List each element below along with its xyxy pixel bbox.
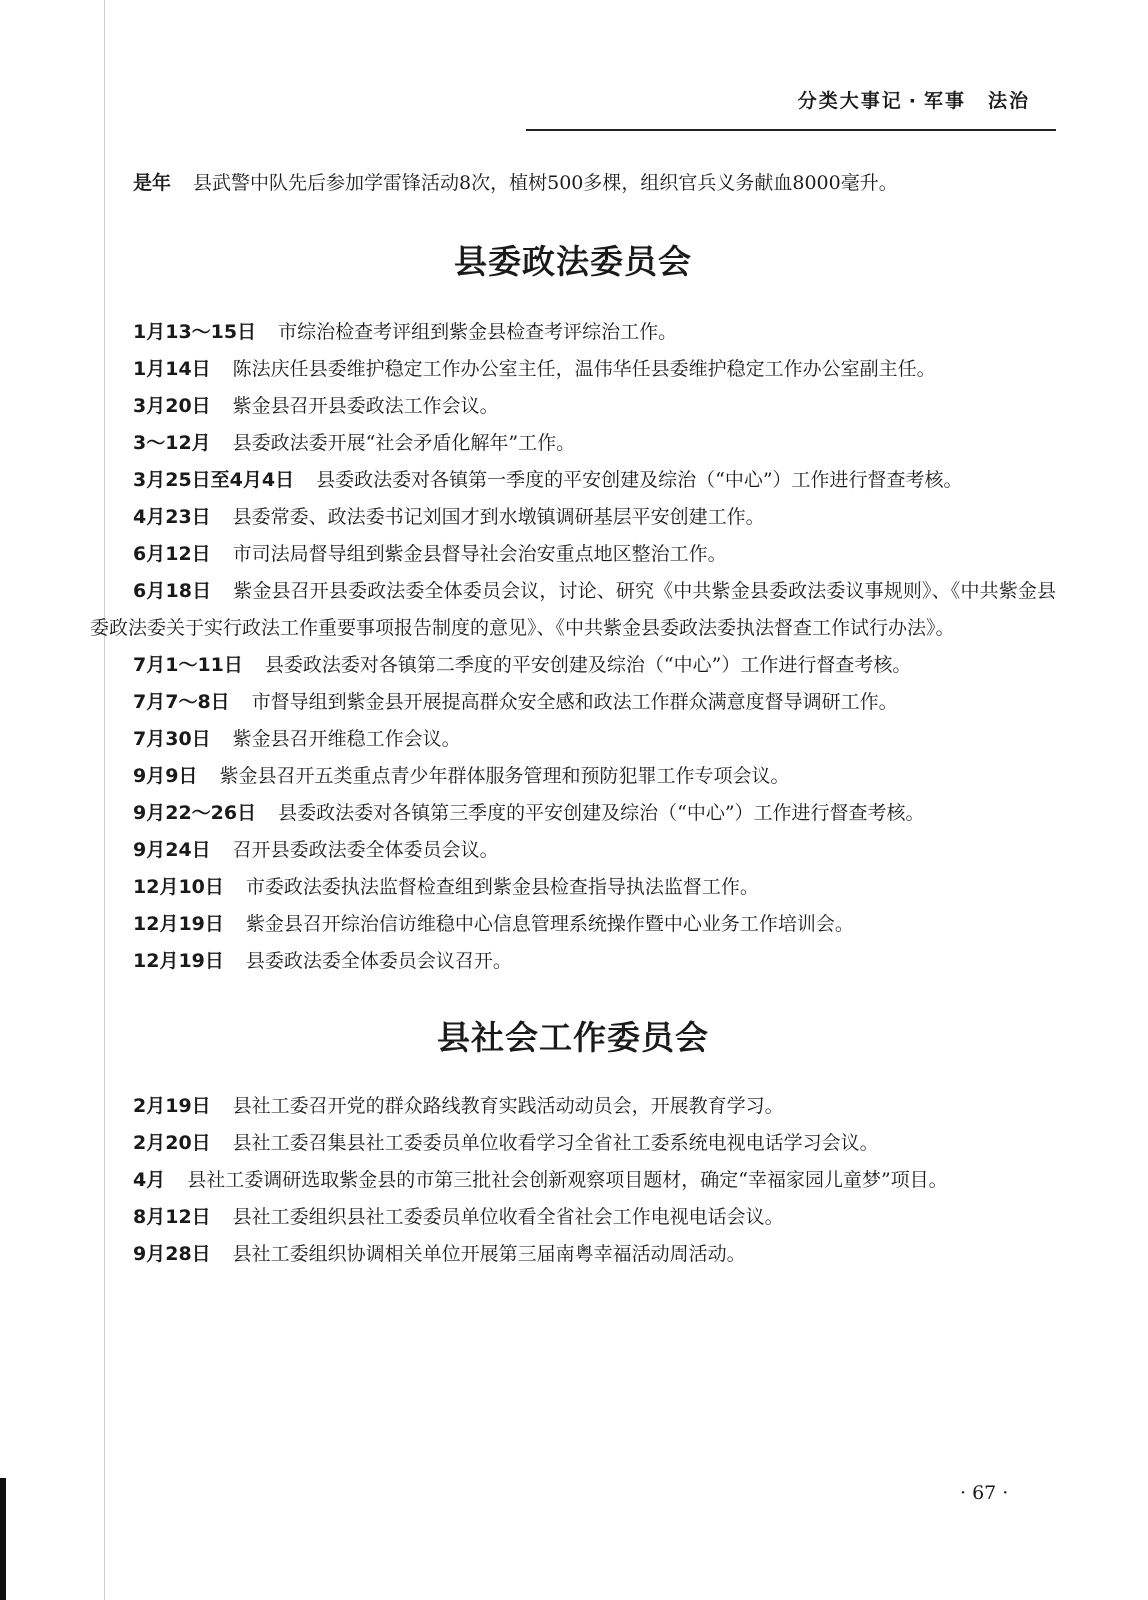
entry-date: 8月12日 <box>133 1206 211 1228</box>
entry-date: 6月12日 <box>133 543 211 565</box>
entry <box>90 1199 1056 1236</box>
entry-text: 县委政法委对各镇第三季度的平安创建及综治（“中心”）工作进行督查考核。 <box>278 802 925 824</box>
entry <box>90 1236 1056 1273</box>
entry-date: 3月25日至4月4日 <box>133 469 295 491</box>
entry <box>90 832 1056 869</box>
section2-entries <box>90 1088 1056 1273</box>
entry <box>90 425 1056 462</box>
entry <box>90 499 1056 536</box>
entry-date: 是年 <box>133 172 172 194</box>
entry <box>90 721 1056 758</box>
entry-date: 1月14日 <box>133 358 211 380</box>
entry-text: 市综治检查考评组到紫金县检查考评综治工作。 <box>278 321 678 343</box>
entry-text: 县委政法委对各镇第二季度的平安创建及综治（“中心”）工作进行督查考核。 <box>264 654 912 676</box>
entry-date: 9月22～26日 <box>133 802 257 824</box>
entry-text: 市委政法委执法监督检查组到紫金县检查指导执法监督工作。 <box>245 876 759 898</box>
entry-text: 县委政法委对各镇第一季度的平安创建及综治（“中心”）工作进行督查考核。 <box>316 469 963 491</box>
entry <box>90 906 1056 943</box>
entry-date: 1月13～15日 <box>133 321 257 343</box>
entry-date: 2月19日 <box>133 1095 211 1117</box>
entry-text: 紫金县召开县委政法委全体委员会议，讨论、研究《中共紫金县委政法委议事规则》、《中共紫金县委政法委关于实行政法工作重要事项报告制度的意见》、《中共紫金县委政法委执法督查工作试行办法》。 <box>90 580 1056 639</box>
entry-date: 6月18日 <box>133 580 212 602</box>
page-body <box>90 165 1056 1273</box>
entry-text: 召开县委政法委全体委员会议。 <box>232 839 499 861</box>
entry <box>90 462 1056 499</box>
page-number: · 67 · <box>960 1482 1009 1504</box>
entry <box>90 1125 1056 1162</box>
entry-date: 9月9日 <box>133 765 198 787</box>
entry-date: 4月 <box>133 1169 166 1191</box>
entry-date: 7月30日 <box>133 728 211 750</box>
entry-date: 7月1～11日 <box>133 654 243 676</box>
entry-date: 7月7～8日 <box>133 691 230 713</box>
intro-entry <box>90 165 1056 202</box>
entry-text: 县社工委组织协调相关单位开展第三届南粤幸福活动周活动。 <box>232 1243 746 1265</box>
entry-date: 2月20日 <box>133 1132 211 1154</box>
entry <box>90 388 1056 425</box>
entry <box>90 536 1056 573</box>
section1-entries <box>90 314 1056 980</box>
entry <box>90 573 1056 647</box>
entry <box>90 758 1056 795</box>
entry <box>90 1088 1056 1125</box>
entry <box>90 869 1056 906</box>
section-title-social-work: 县社会工作委员会 <box>437 1018 709 1057</box>
entry <box>90 351 1056 388</box>
running-head <box>798 86 1030 113</box>
entry-text: 陈法庆任县委维护稳定工作办公室主任，温伟华任县委维护稳定工作办公室副主任。 <box>232 358 936 380</box>
entry-text: 县武警中队先后参加学雷锋活动8次，植树500多棵，组织官兵义务献血8000毫升。 <box>193 172 898 194</box>
entry-date: 4月23日 <box>133 506 211 528</box>
entry-text: 紫金县召开五类重点青少年群体服务管理和预防犯罪工作专项会议。 <box>219 765 790 787</box>
entry-text: 紫金县召开综治信访维稳中心信息管理系统操作暨中心业务工作培训会。 <box>245 913 854 935</box>
entry <box>90 647 1056 684</box>
entry-text: 县社工委召开党的群众路线教育实践活动动员会，开展教育学习。 <box>232 1095 784 1117</box>
entry-text: 县委常委、政法委书记刘国才到水墩镇调研基层平安创建工作。 <box>232 506 765 528</box>
entry-date: 9月24日 <box>133 839 211 861</box>
entry-date: 3月20日 <box>133 395 211 417</box>
entry <box>90 1162 1056 1199</box>
entry <box>90 943 1056 980</box>
scan-edge-mark <box>0 1478 6 1600</box>
entry-text: 市司法局督导组到紫金县督导社会治安重点地区整治工作。 <box>232 543 727 565</box>
entry-text: 县社工委调研选取紫金县的市第三批社会创新观察项目题材，确定“幸福家园儿童梦”项目。 <box>187 1169 948 1191</box>
entry-date: 12月19日 <box>133 913 224 935</box>
running-head-part-b: 军事 <box>923 90 966 112</box>
running-head-part-a: 分类大事记 <box>797 90 903 112</box>
entry-date: 12月10日 <box>133 876 224 898</box>
entry-date: 12月19日 <box>133 950 224 972</box>
running-head-separator: · <box>908 90 918 112</box>
running-head-part-c: 法治 <box>987 90 1030 112</box>
entry-date: 3～12月 <box>133 432 211 454</box>
entry-text: 市督导组到紫金县开展提高群众安全感和政法工作群众满意度督导调研工作。 <box>251 691 898 713</box>
entry-text: 紫金县召开县委政法工作会议。 <box>232 395 499 417</box>
entry-text: 县委政法委全体委员会议召开。 <box>245 950 512 972</box>
entry-text: 紫金县召开维稳工作会议。 <box>232 728 461 750</box>
entry-text: 县社工委召集县社工委委员单位收看学习全省社工委系统电视电话学习会议。 <box>232 1132 879 1154</box>
entry <box>90 684 1056 721</box>
section-title-political-legal: 县委政法委员会 <box>454 242 692 281</box>
entry-text: 县委政法委开展“社会矛盾化解年”工作。 <box>232 432 576 454</box>
entry <box>90 314 1056 351</box>
header-rule <box>526 129 1056 131</box>
entry-text: 县社工委组织县社工委委员单位收看全省社会工作电视电话会议。 <box>232 1206 784 1228</box>
entry <box>90 795 1056 832</box>
entry-date: 9月28日 <box>133 1243 211 1265</box>
